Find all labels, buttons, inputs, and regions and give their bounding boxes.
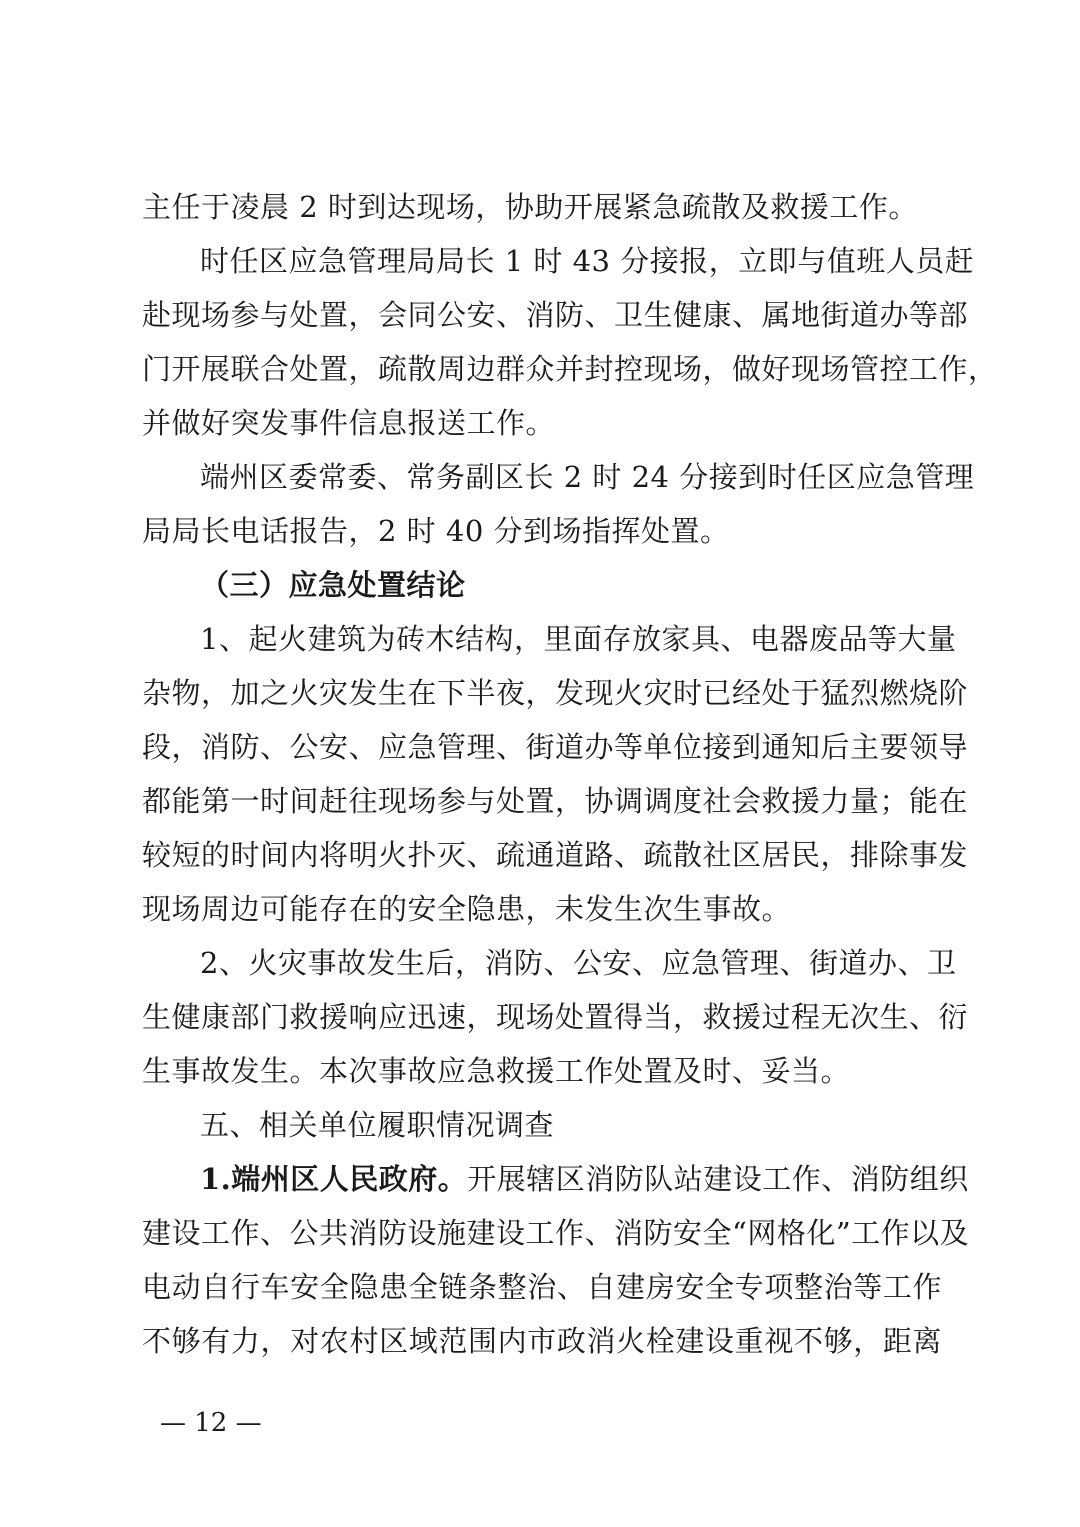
section-heading: 五、相关单位履职情况调查	[200, 1108, 555, 1142]
document-body	[142, 180, 998, 1368]
paragraph-line-rest: 开展辖区消防队站建设工作、消防组织	[467, 1162, 969, 1196]
paragraph-line: 时任区应急管理局局长 1 时 43 分接报，立即与值班人员赶	[200, 244, 975, 278]
paragraph-line: 主任于凌晨 2 时到达现场，协助开展紧急疏散及救援工作。	[142, 190, 918, 224]
page-number: — 12 —	[160, 1408, 262, 1438]
paragraph-line: 段，消防、公安、应急管理、街道办等单位接到通知后主要领导	[142, 730, 969, 764]
paragraph-line: 1、起火建筑为砖木结构，里面存放家具、电器废品等大量	[200, 622, 957, 656]
paragraph-line: 较短的时间内将明火扑灭、疏通道路、疏散社区居民，排除事发	[142, 838, 969, 872]
bold-lead: 1.端州区人民政府。	[200, 1162, 468, 1196]
paragraph-line: 2、火灾事故发生后，消防、公安、应急管理、街道办、卫	[200, 946, 957, 980]
paragraph-line: 生健康部门救援响应迅速，现场处置得当，救援过程无次生、衍	[142, 1000, 969, 1034]
paragraph-line: 端州区委常委、常务副区长 2 时 24 分接到时任区应急管理	[200, 460, 975, 494]
paragraph-line: 局局长电话报告，2 时 40 分到场指挥处置。	[142, 514, 730, 548]
paragraph-line: 不够有力，对农村区域范围内市政消火栓建设重视不够，距离	[142, 1324, 942, 1358]
paragraph-line: 门开展联合处置，疏散周边群众并封控现场，做好现场管控工作，	[142, 352, 998, 386]
paragraph-line: 现场周边可能存在的安全隐患，未发生次生事故。	[142, 892, 792, 926]
paragraph-line: 生事故发生。本次事故应急救援工作处置及时、妥当。	[142, 1054, 851, 1088]
paragraph-line: 赴现场参与处置，会同公安、消防、卫生健康、属地街道办等部	[142, 298, 969, 332]
paragraph-line: 杂物，加之火灾发生在下半夜，发现火灾时已经处于猛烈燃烧阶	[142, 676, 969, 710]
paragraph-line: 电动自行车安全隐患全链条整治、自建房安全专项整治等工作	[142, 1270, 942, 1304]
paragraph-line: 并做好突发事件信息报送工作。	[142, 406, 556, 440]
paragraph-line	[142, 1152, 969, 1206]
section-subheading: （三）应急处置结论	[200, 568, 466, 602]
paragraph-line: 都能第一时间赶往现场参与处置，协调调度社会救援力量；能在	[142, 784, 969, 818]
paragraph-line: 建设工作、公共消防设施建设工作、消防安全“网格化”工作以及	[142, 1216, 970, 1250]
